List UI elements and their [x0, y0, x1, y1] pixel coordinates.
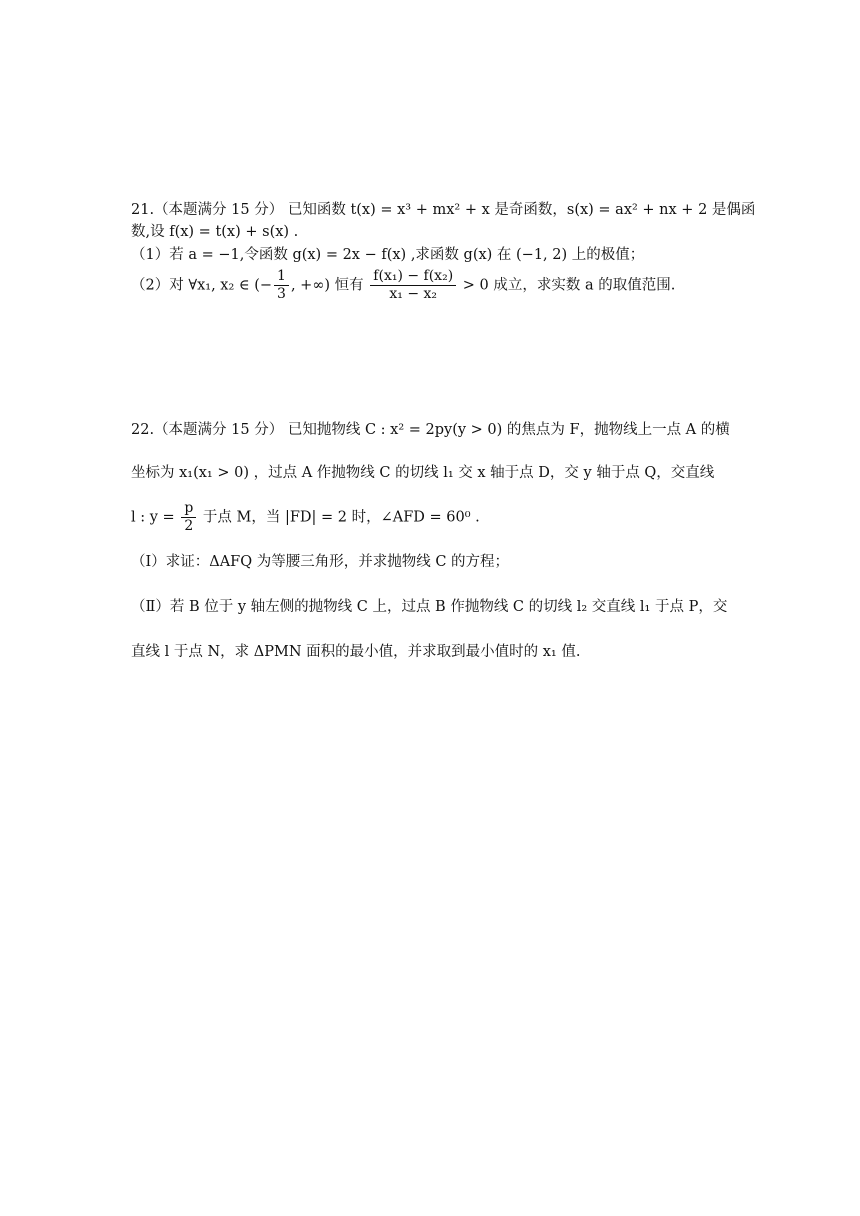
fraction-numerator: p: [181, 500, 196, 518]
q21-part-2-text-b: , +∞) 恒有: [290, 277, 364, 294]
fraction-numerator: f(x₁) − f(x₂): [370, 268, 456, 286]
q21-part-2-text-a: （2）对 ∀x₁, x₂ ∈ (−: [131, 277, 273, 294]
q21-line-2: 数,设 f(x) = t(x) + s(x) .: [131, 224, 299, 240]
q22-part-2-line-2: 直线 l 于点 N，求 ΔPMN 面积的最小值，并求取到最小值时的 x₁ 值.: [131, 644, 581, 660]
fraction-denominator: 2: [184, 518, 194, 534]
q22-line-1: 22.（本题满分 15 分） 已知抛物线 C : x² = 2py(y > 0) 的焦点为 F，抛物线上一点 A 的横: [131, 422, 730, 438]
fraction-denominator: 3: [277, 286, 286, 302]
q22-line-3-text-a: l : y =: [131, 509, 175, 526]
q21-part-2-text-c: > 0 成立，求实数 a 的取值范围.: [462, 277, 676, 294]
q22-part-1: （Ⅰ）求证：ΔAFQ 为等腰三角形，并求抛物线 C 的方程；: [131, 554, 510, 570]
fraction-difference-quotient: [370, 268, 456, 303]
fraction-p-over-2: [181, 500, 196, 535]
fraction-one-third: [274, 268, 289, 303]
fraction-numerator: 1: [274, 268, 289, 286]
q22-part-2-line-1: （Ⅱ）若 B 位于 y 轴左侧的抛物线 C 上，过点 B 作抛物线 C 的切线 l₂ 交直线 l₁ 于点 P，交: [131, 599, 728, 615]
q21-part-2: [131, 268, 731, 303]
q22-line-3: [131, 500, 731, 535]
q22-line-3-text-b: 于点 M，当 |FD| = 2 时，∠AFD = 60⁰ .: [202, 509, 480, 526]
q21-part-1: （1）若 a = −1,令函数 g(x) = 2x − f(x) ,求函数 g(x) 在 (−1, 2) 上的极值；: [131, 247, 645, 263]
q21-line-1: 21.（本题满分 15 分） 已知函数 t(x) = x³ + mx² + x 是奇函数，s(x) = ax² + nx + 2 是偶函: [131, 202, 756, 218]
q22-line-2: 坐标为 x₁(x₁ > 0) ，过点 A 作抛物线 C 的切线 l₁ 交 x 轴于点 D，交 y 轴于点 Q，交直线: [131, 465, 715, 481]
fraction-denominator: x₁ − x₂: [389, 286, 438, 302]
